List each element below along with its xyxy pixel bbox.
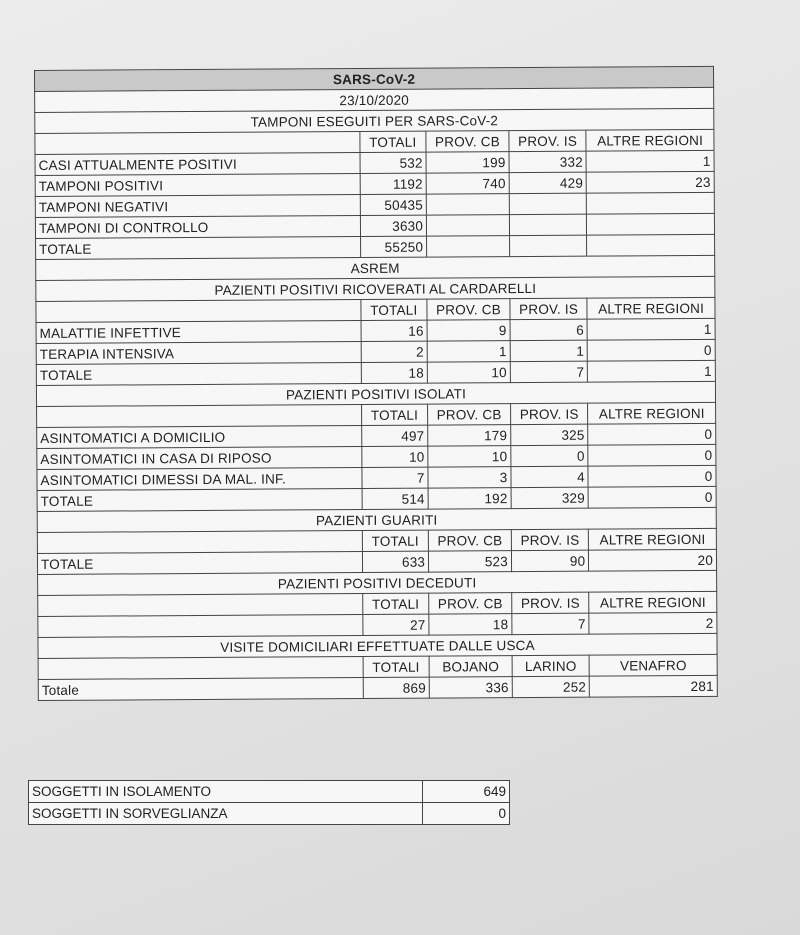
cell-value: 7 [361,467,428,488]
cell-value: 3 [428,467,511,489]
report-date: 23/10/2020 [35,87,714,112]
col-header: PROV. CB [428,530,511,552]
cell-value: 0 [587,339,715,361]
cell-value: 10 [427,362,510,384]
cell-value: 869 [363,677,430,698]
cell-value: 2 [361,341,428,362]
table-row [29,781,510,803]
blank-cell [35,132,360,155]
cell-value [426,194,509,216]
blank-cell [36,300,361,323]
cell-value: 252 [512,676,590,697]
col-header: PROV. IS [510,298,588,319]
cell-value [509,214,587,235]
blank-cell [37,405,362,428]
col-header: PROV. CB [427,299,510,321]
col-header: PROV. IS [512,592,590,613]
col-header: PROV. CB [426,131,509,153]
cell-value: 329 [511,487,589,508]
col-header: TOTALI [360,299,427,320]
cell-value: 649 [423,781,510,803]
row-label: TOTALE [36,237,361,260]
cell-value: 1 [427,341,510,363]
cell-value: 20 [589,549,717,571]
col-header: PROV. IS [511,529,589,550]
cell-value: 192 [428,488,511,510]
report-table [34,66,718,701]
cell-value: 0 [588,486,716,508]
cell-value: 23 [586,171,714,193]
col-header: TOTALI [361,404,428,425]
soggetti-table [28,780,510,825]
table-row [29,803,510,825]
col-header: PROV. IS [509,130,587,151]
cell-value: 523 [429,551,512,573]
section-title-tamponi: TAMPONI ESEGUITI PER SARS-CoV-2 [35,108,714,133]
cell-value: 7 [510,361,588,382]
soggetti-table-container [28,780,510,825]
col-header: ALTRE REGIONI [586,129,714,151]
report-table-container [34,66,718,701]
cell-value: 0 [588,465,716,487]
cell-value: 0 [588,423,716,445]
row-label [38,615,363,638]
cell-value: 1192 [360,173,427,194]
row-label: TOTALE [37,552,362,575]
section-title-guariti: PAZIENTI GUARITI [37,507,716,532]
cell-value: 0 [588,444,716,466]
cell-value: 633 [362,551,429,572]
row-label: TAMPONI POSITIVI [35,174,360,197]
cell-value: 281 [590,675,718,697]
cell-value: 6 [510,319,588,340]
row-label: CASI ATTUALMENTE POSITIVI [35,153,360,176]
cell-value: 497 [361,425,428,446]
cell-value: 332 [509,151,587,172]
blank-cell [38,594,363,617]
cell-value: 55250 [360,236,427,257]
row-label: TERAPIA INTENSIVA [36,342,361,365]
cell-value: 1 [588,360,716,382]
cell-value: 90 [511,550,589,571]
cell-value: 336 [429,677,512,699]
cell-value [427,236,510,258]
row-label: TOTALE [36,363,361,386]
cell-value: 3630 [360,215,427,236]
col-header: ALTRE REGIONI [588,402,716,424]
section-title-isolati: PAZIENTI POSITIVI ISOLATI [36,381,715,406]
row-label: TOTALE [37,489,362,512]
row-label: TAMPONI NEGATIVI [35,195,360,218]
cell-value: 10 [361,446,428,467]
cell-value: 27 [362,614,429,635]
cell-value: 514 [362,488,429,509]
col-header: PROV. CB [428,404,511,426]
col-header: TOTALI [363,656,430,677]
cell-value: 199 [426,152,509,174]
cell-value: 1 [510,340,588,361]
section-title-deceduti: PAZIENTI POSITIVI DECEDUTI [38,570,717,595]
cell-value: 179 [428,425,511,447]
col-header: TOTALI [362,530,429,551]
row-label: SOGGETTI IN SORVEGLIANZA [29,803,423,825]
col-header: PROV. IS [510,403,588,424]
cell-value: 50435 [360,194,427,215]
cell-value: 429 [509,172,587,193]
col-header: TOTALI [359,131,426,152]
col-header: ALTRE REGIONI [587,297,715,319]
section-title-asrem: ASREM [36,255,715,280]
row-label: SOGGETTI IN ISOLAMENTO [29,781,423,803]
row-label: ASINTOMATICI IN CASA DI RIPOSO [37,447,362,470]
cell-value [587,213,715,235]
row-label: ASINTOMATICI DIMESSI DA MAL. INF. [37,468,362,491]
col-header: TOTALI [362,593,429,614]
col-header: LARINO [512,655,590,676]
cell-value: 9 [427,320,510,342]
cell-value: 0 [511,445,589,466]
page-title: SARS-CoV-2 [35,66,714,91]
cell-value: 532 [360,152,427,173]
cell-value: 4 [511,466,589,487]
cell-value [587,192,715,214]
cell-value: 16 [361,320,428,341]
cell-value: 1 [586,150,714,172]
cell-value [426,215,509,237]
cell-value: 740 [426,173,509,195]
row-label: Totale [38,678,363,701]
col-header: BOJANO [429,656,512,678]
blank-cell [38,657,363,680]
blank-cell [37,531,362,554]
cell-value: 325 [511,424,589,445]
col-header: VENAFRO [589,654,717,676]
cell-value [509,235,587,256]
col-header: PROV. CB [429,593,512,615]
cell-value: 18 [429,614,512,636]
cell-value [509,193,587,214]
section-title-ricoverati: PAZIENTI POSITIVI RICOVERATI AL CARDARELLI [36,276,715,301]
cell-value: 18 [361,362,428,383]
cell-value: 2 [589,612,717,634]
cell-value: 10 [428,446,511,468]
row-label: ASINTOMATICI A DOMICILIO [37,426,362,449]
cell-value: 0 [423,803,510,825]
section-title-usca: VISITE DOMICILIARI EFFETTUATE DALLE USCA [38,633,717,658]
row-label: TAMPONI DI CONTROLLO [35,216,360,239]
cell-value: 7 [512,613,590,634]
cell-value: 1 [587,318,715,340]
col-header: ALTRE REGIONI [589,591,717,613]
col-header: ALTRE REGIONI [589,528,717,550]
table-row [38,675,717,700]
row-label: MALATTIE INFETTIVE [36,321,361,344]
cell-value [587,234,715,256]
